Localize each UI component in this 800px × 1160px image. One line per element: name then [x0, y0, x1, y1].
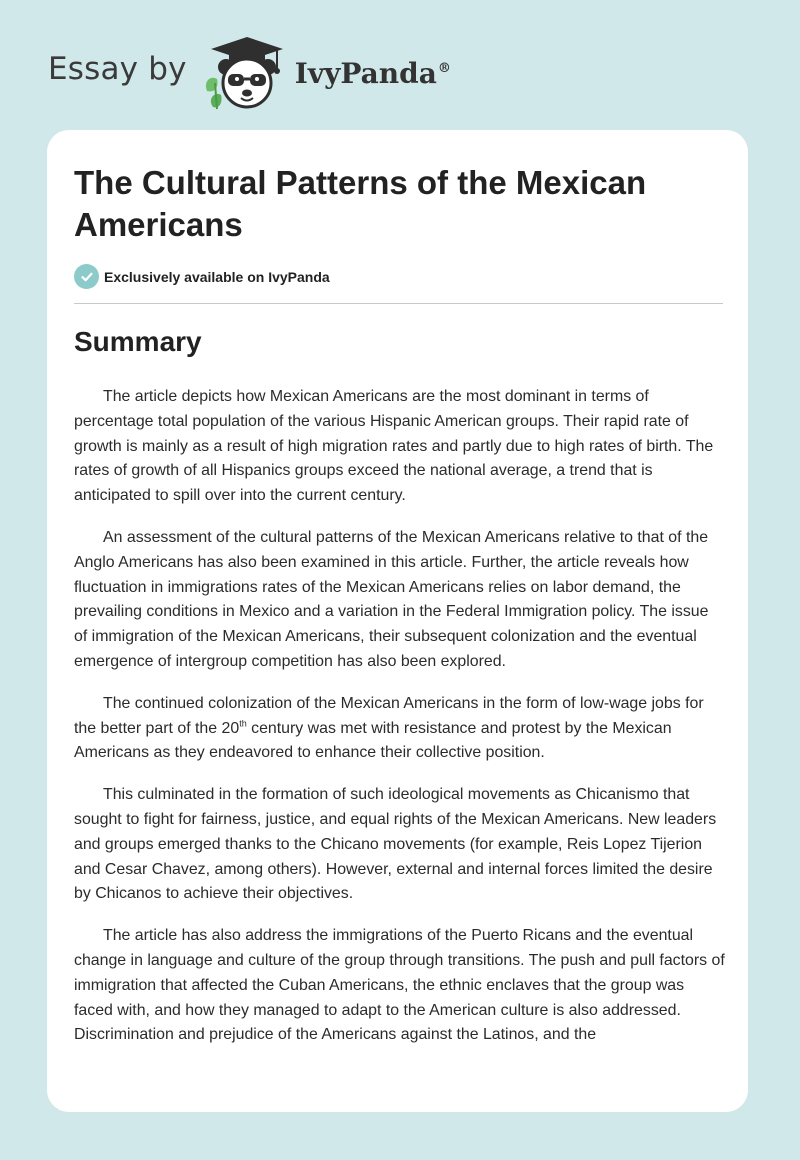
divider [74, 303, 723, 304]
brand-header [48, 32, 451, 112]
brand-name[interactable]: IvyPanda® [294, 56, 451, 90]
article-card [47, 130, 748, 1112]
paragraph: This culminated in the formation of such ideological movements as Chicanismo that sought to fight for fairness, justice, and equal rights of the Mexican Americans. New leaders and groups emerged thanks to the Chicano movements (for example, Reis Lopez Tijerion and Cesar Chavez, among others). However, external and internal forces limited the desire by Chicanos to achieve their objectives. [74, 786, 717, 903]
article-body [74, 385, 726, 1091]
registered-mark: ® [437, 61, 451, 77]
brand-prefix: Essay by [48, 51, 187, 87]
section-heading: Summary [74, 326, 202, 357]
paragraph: The article depicts how Mexican Americans are the most dominant in terms of percentage total population of the various Hispanic American groups. Their rapid rate of growth is mainly as a result of high migration rates and partly due to high rates of birth. The rates of growth of all Hispanics groups exceed the national average, a trend that is anticipated to spill over into the current century. [74, 388, 714, 505]
superscript: th [239, 718, 247, 729]
exclusive-badge [74, 264, 330, 289]
paragraph: An assessment of the cultural patterns of the Mexican Americans relative to that of the Anglo Americans has also been examined in this article. Further, the article reveals how fluctuation in immigrations rates of the Mexican Americans relies on labor demand, the prevailing conditions in Mexico and a variation in the Federal Immigration policy. The issue of immigration of the Mexican Americans, their subsequent colonization and the eventual emergence of intergroup competition has also been explored. [74, 528, 709, 670]
paragraph: The article has also address the immigrations of the Puerto Ricans and the eventual change in language and culture of the group through transitions. The push and pull factors of immigration that affected the Cuban Americans, the ethnic enclaves that the group was faced with, and how they managed to adapt to the American culture is also addressed. Discrimination and prejudice of the Americans against the Latinos, and the [74, 927, 725, 1044]
page-title: The Cultural Patterns of the Mexican Americans [74, 164, 647, 243]
check-circle-icon [74, 264, 99, 289]
panda-graduate-logo-icon[interactable] [201, 33, 293, 111]
paragraph: The continued colonization of the Mexican Americans in the form of low-wage jobs for the better part of the 20th century was met with resistance and protest by the Mexican Americans as they endeavored to enhance their collective position. [74, 694, 704, 762]
badge-text: Exclusively available on IvyPanda [104, 268, 330, 285]
